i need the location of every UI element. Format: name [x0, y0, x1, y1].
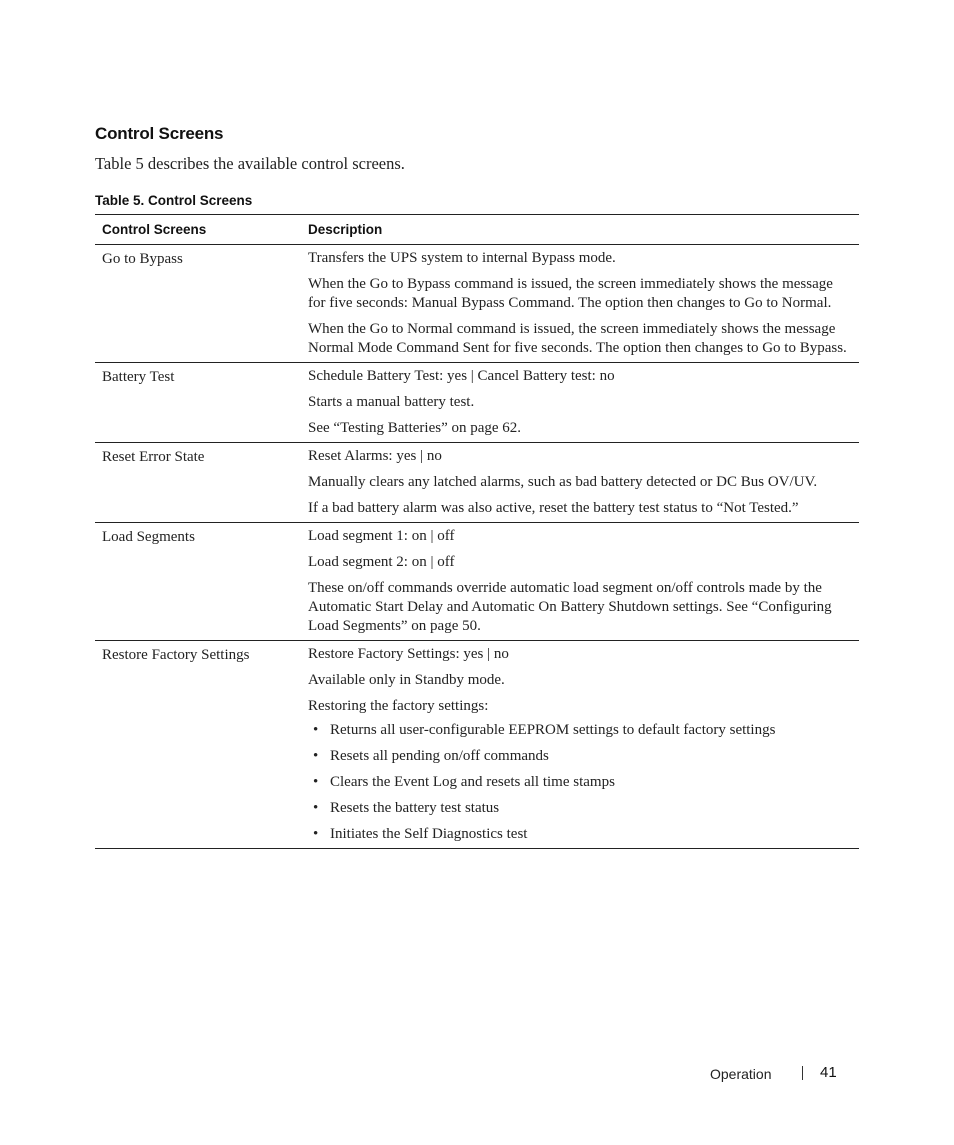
control-screen-description — [301, 641, 859, 849]
list-item — [308, 825, 851, 844]
footer-section-name: Operation — [710, 1066, 772, 1082]
control-screen-description — [301, 245, 859, 363]
bullet-icon: • — [313, 800, 319, 816]
page-footer — [0, 1063, 954, 1087]
list-item-text: Clears the Event Log and resets all time stamps — [330, 774, 615, 790]
control-screens-table — [95, 214, 859, 849]
page-number: 41 — [820, 1064, 837, 1081]
control-screen-name: Load Segments — [95, 523, 301, 641]
table-row — [95, 443, 859, 523]
bullet-icon: • — [313, 774, 319, 790]
control-screen-name: Restore Factory Settings — [95, 641, 301, 849]
list-item — [308, 747, 851, 766]
list-item — [308, 799, 851, 818]
description-paragraph: These on/off commands override automatic load segment on/off controls made by the Automatic Start Delay and Automatic On Battery Shutdown settings. See “Configuring Load Segments” on page 50. — [308, 580, 832, 634]
bullet-icon: • — [313, 826, 319, 842]
factory-settings-bullet-list — [308, 721, 851, 844]
column-header-control-screens: Control Screens — [95, 215, 301, 245]
list-item-text: Resets all pending on/off commands — [330, 748, 549, 764]
description-paragraph: Restore Factory Settings: yes | no — [308, 646, 509, 662]
description-paragraph: Schedule Battery Test: yes | Cancel Battery test: no — [308, 368, 615, 384]
table-caption: Table 5. Control Screens — [95, 193, 253, 208]
table-row — [95, 523, 859, 641]
footer-divider — [802, 1066, 803, 1080]
bullet-icon: • — [313, 748, 319, 764]
description-paragraph: Transfers the UPS system to internal Bypass mode. — [308, 250, 616, 266]
column-header-description: Description — [301, 215, 859, 245]
control-screens-table-container — [95, 214, 859, 849]
description-paragraph: See “Testing Batteries” on page 62. — [308, 420, 522, 436]
table-header-row — [95, 215, 859, 245]
description-paragraph: Load segment 2: on | off — [308, 554, 455, 570]
description-paragraph: If a bad battery alarm was also active, reset the battery test status to “Not Tested.” — [308, 500, 799, 516]
list-item — [308, 721, 851, 740]
control-screen-description — [301, 363, 859, 443]
table-row — [95, 641, 859, 849]
description-paragraph: Reset Alarms: yes | no — [308, 448, 442, 464]
description-paragraph: Available only in Standby mode. — [308, 672, 505, 688]
control-screen-name: Go to Bypass — [95, 245, 301, 363]
description-paragraph: Starts a manual battery test. — [308, 394, 475, 410]
list-item-text: Initiates the Self Diagnostics test — [330, 826, 528, 842]
description-paragraph: Restoring the factory settings: — [308, 698, 489, 714]
description-paragraph: When the Go to Normal command is issued, the screen immediately shows the message Normal Mode Command Sent for five seconds. The option then changes to Go to Bypass. — [308, 321, 847, 356]
list-item — [308, 773, 851, 792]
description-paragraph: When the Go to Bypass command is issued, the screen immediately shows the message for five seconds: Manual Bypass Command. The option then changes to Go to Normal. — [308, 276, 833, 311]
description-paragraph: Load segment 1: on | off — [308, 528, 455, 544]
table-row — [95, 363, 859, 443]
control-screen-name: Battery Test — [95, 363, 301, 443]
list-item-text: Returns all user-configurable EEPROM settings to default factory settings — [330, 722, 776, 738]
bullet-icon: • — [313, 722, 319, 738]
control-screen-description — [301, 523, 859, 641]
intro-paragraph: Table 5 describes the available control screens. — [95, 154, 405, 173]
control-screen-name: Reset Error State — [95, 443, 301, 523]
table-row — [95, 245, 859, 363]
section-heading: Control Screens — [95, 124, 224, 143]
list-item-text: Resets the battery test status — [330, 800, 500, 816]
description-paragraph: Manually clears any latched alarms, such as bad battery detected or DC Bus OV/UV. — [308, 474, 818, 490]
control-screen-description — [301, 443, 859, 523]
